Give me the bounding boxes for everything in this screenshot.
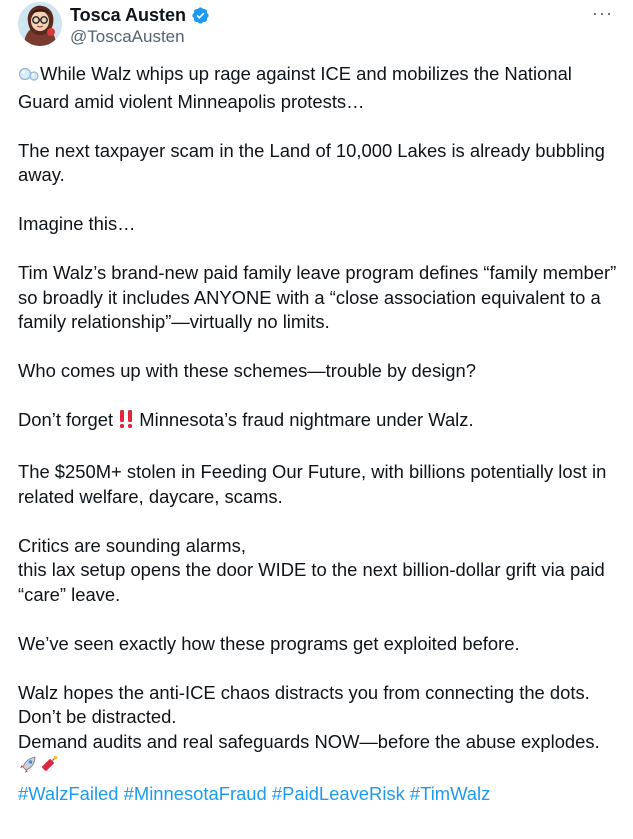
paragraph-6 [18,408,623,436]
paragraph-6-text-b: Minnesota’s fraud nightmare under Walz. [134,409,474,430]
paragraph-8-line-2: this lax setup opens the door WIDE to the next billion-dollar grift via paid “care” leave. [18,559,605,605]
author-handle[interactable]: @ToscaAusten [70,27,185,46]
paragraph-1 [18,62,623,114]
bubbles-emoji-icon [18,65,40,90]
paragraph-1-text: While Walz whips up rage against ICE and mobilizes the National Guard amid violent Minneapolis protests… [18,63,572,112]
display-name-row [70,4,210,26]
paragraph-7: The $250M+ stolen in Feeding Our Future, with billions potentially lost in related welfare, daycare, scams. [18,461,607,507]
paragraph-10-line-2: Don’t be distracted. [18,706,177,727]
paragraph-8 [18,534,623,608]
paragraph-4: Tim Walz’s brand-new paid family leave program defines “family member” so broadly it includes ANYONE with a “close association equivalent to a family relationship”—virtually no limits. [18,262,617,332]
tweet-header [18,2,621,48]
tweet-text [18,62,623,806]
firecracker-emoji-icon [38,755,58,782]
paragraph-3: Imagine this… [18,213,136,234]
avatar[interactable] [18,2,62,46]
paragraph-10-line-3: Demand audits and real safeguards NOW—before the abuse explodes. [18,730,600,752]
paragraph-9: We’ve seen exactly how these programs get exploited before. [18,632,520,654]
more-options-icon[interactable]: ··· [592,3,613,23]
rocket-emoji-icon [18,755,38,782]
avatar-illustration [18,2,62,46]
paragraph-2: The next taxpayer scam in the Land of 10,000 Lakes is already bubbling away. [18,139,605,185]
hashtag-link[interactable]: #MinnesotaFraud [123,782,267,804]
paragraph-5: Who comes up with these schemes—trouble by design? [18,360,476,381]
verified-badge-icon [191,6,210,25]
paragraph-6-text-a: Don’t forget [18,409,119,430]
hashtag-link[interactable]: #TimWalz [409,782,491,804]
paragraph-8-line-1: Critics are sounding alarms, [18,534,246,556]
hashtag-link[interactable]: #PaidLeaveRisk [271,782,405,804]
paragraph-10 [18,681,623,782]
hashtags [18,782,623,807]
double-exclamation-emoji-icon [118,409,134,436]
display-name[interactable]: Tosca Austen [70,5,187,25]
author-names [70,4,210,48]
paragraph-10-line-1: Walz hopes the anti-ICE chaos distracts you from connecting the dots. [18,681,590,703]
hashtag-link[interactable]: #WalzFailed [18,782,119,804]
